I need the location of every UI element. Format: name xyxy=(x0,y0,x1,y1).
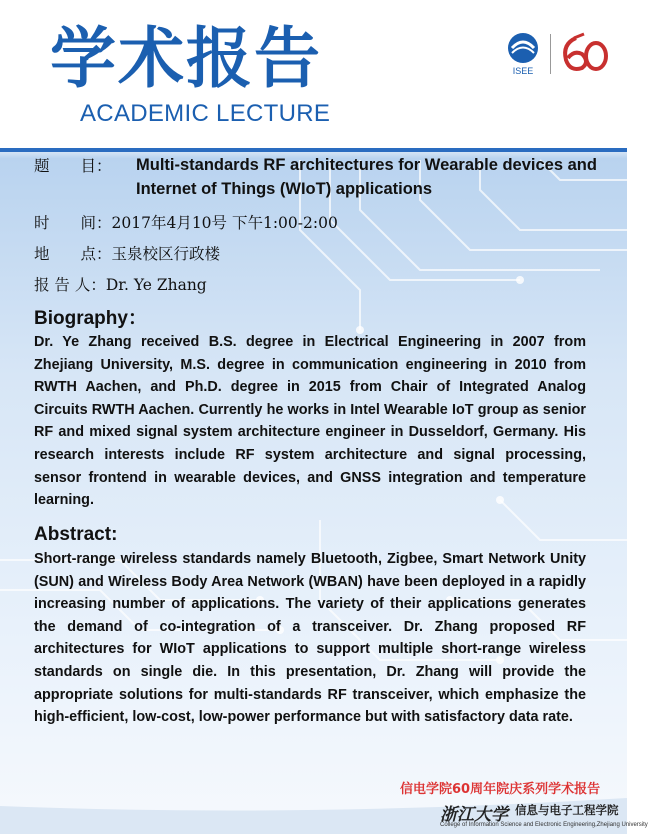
lecture-title-cn: 学术报告 xyxy=(50,20,322,97)
time-row xyxy=(34,212,338,234)
speaker-label: 报 告 人： xyxy=(34,276,106,294)
lecture-time: 2017年4月10号 下午1:00-2:00 xyxy=(111,214,338,232)
isee-logo-icon xyxy=(500,30,546,78)
biography-heading: Biography： xyxy=(34,308,147,329)
place-row xyxy=(34,243,220,265)
lecture-topic: Multi-standards RF architectures for Wearable devices and Internet of Things (WIoT) applications xyxy=(136,156,597,198)
abstract-text: Short-range wireless standards namely Bluetooth, Zigbee, Smart Network Unity (SUN) and Wireless Body Area Network (WBAN) have been deployed in a rapidly increasing number of applications. The variety of their applications generates the demand of co-integration of a transceiver. Dr. Zhang proposed RF architectures for WIoT applications to support multiple short-range wireless standards on single die. In this presentation, Dr. Zhang will provide the appropriate solutions for multi-standards RF transceiver, which emphasize the high-efficient, low-cost, low-power performance but with satisfactory data rate. xyxy=(34,551,586,726)
place-label: 地 点： xyxy=(34,245,112,263)
lecture-title-en: ACADEMIC LECTURE xyxy=(80,100,331,127)
speaker-row xyxy=(34,274,207,296)
topic-label: 题 目： xyxy=(34,157,112,175)
isee-logo-text: ISEE xyxy=(512,66,534,76)
series-label: 信电学院60周年院庆系列学术报告 xyxy=(400,782,601,797)
logo-divider xyxy=(550,34,551,74)
biography-text: Dr. Ye Zhang received B.S. degree in Electrical Engineering in 2007 from Zhejiang University, M.S. degree in communication engineering in 2010 from RWTH Aachen, and Ph.D. degree in 2015 from Chair of Integrated Analog Circuits RWTH Aachen. Currently he works in Intel Wearable IoT group as senior RF and mixed signal system architecture engineer in Dusseldorf, Germany. His research interests include RF system architecture and signal processing, sensor frontend in wearable devices, and GNSS integration and temperature learning. xyxy=(34,334,586,509)
logos xyxy=(500,30,618,80)
header-rule xyxy=(0,148,627,152)
zju-department-name: 信息与电子工程学院 xyxy=(515,803,619,817)
time-label: 时 间： xyxy=(34,214,112,232)
zju-university-name: 浙江大学 xyxy=(440,805,508,825)
lecture-speaker: Dr. Ye Zhang xyxy=(105,276,207,294)
lecture-place: 玉泉校区行政楼 xyxy=(111,245,221,263)
zju-department-en: College of Information Science and Electronic Engineering,Zhejiang University xyxy=(440,822,648,828)
abstract-heading: Abstract: xyxy=(34,524,118,545)
anniversary-60-logo-icon xyxy=(556,30,612,78)
